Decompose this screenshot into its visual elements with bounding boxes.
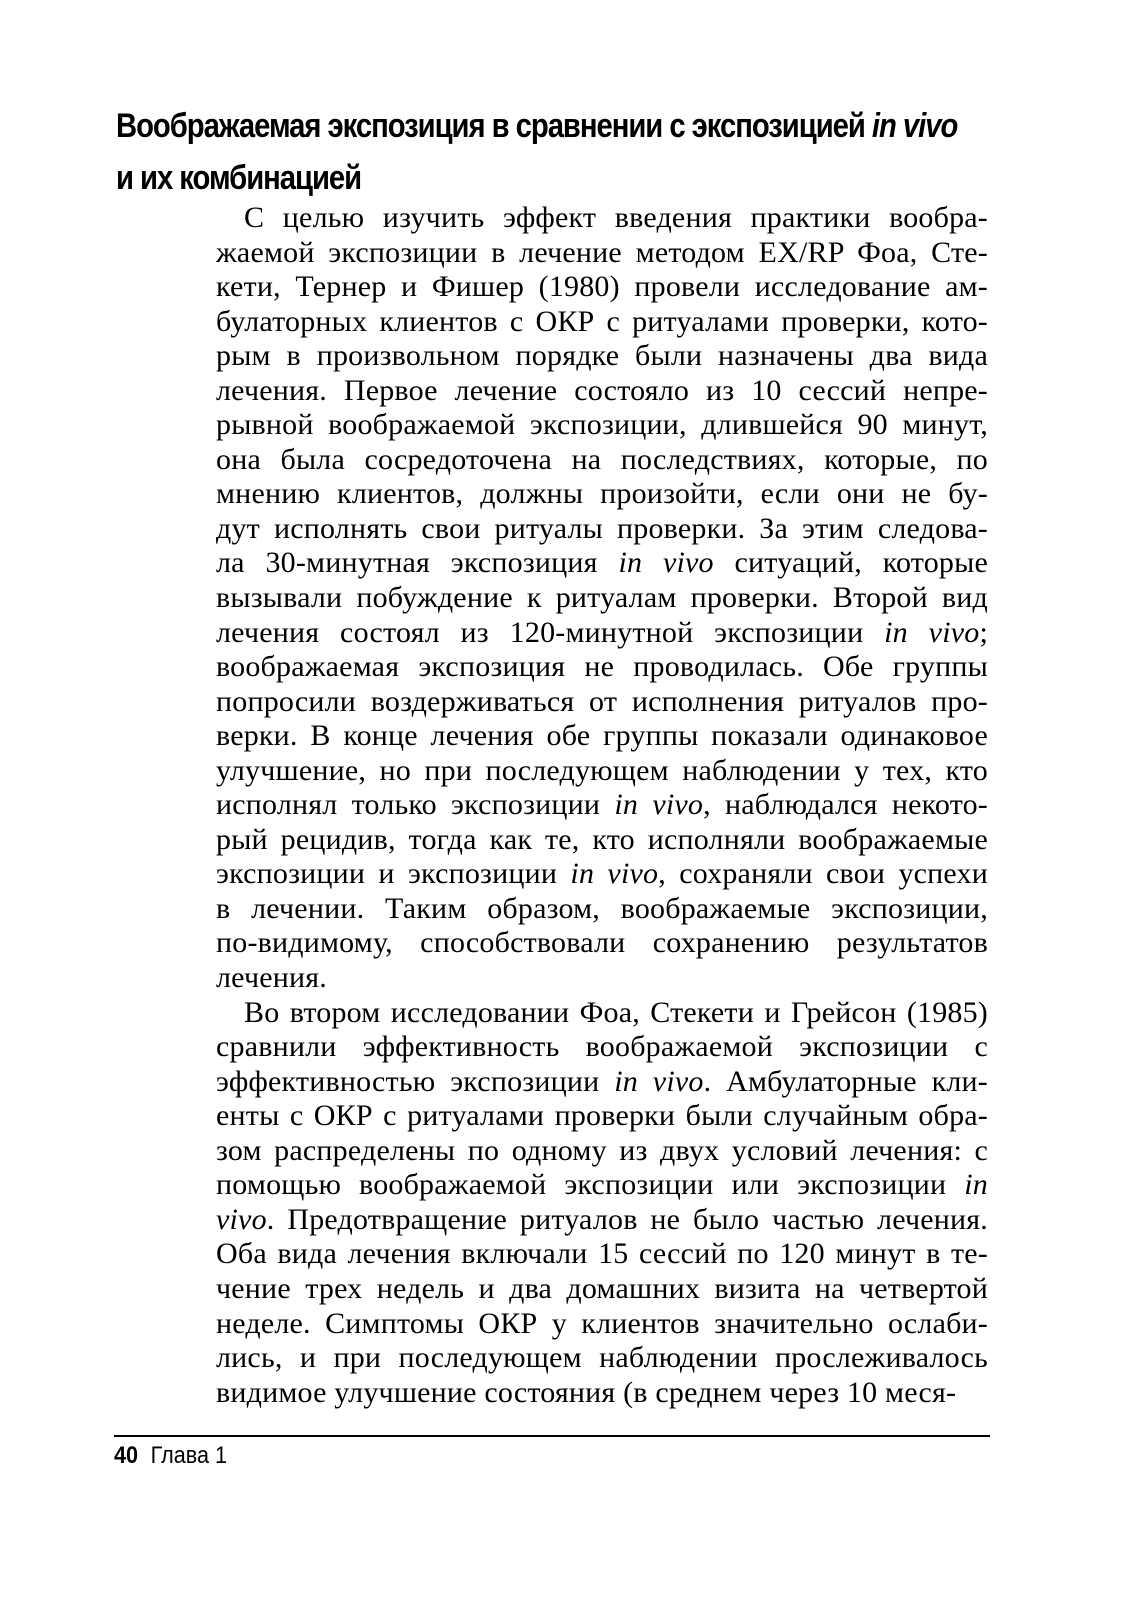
italic-term: in vivo [614, 788, 704, 822]
text-segment: она была сосредоточена на последствиях, которые, по [216, 442, 988, 476]
text-segment: рый рецидив, тогда как те, кто исполняли воображаемые [216, 822, 988, 856]
paragraph [216, 996, 988, 1411]
section-heading-line-2: и их комбинацией [116, 159, 362, 197]
text-segment: неделе. Симптомы ОКР у клиентов значительно ослаби- [216, 1306, 988, 1340]
text-segment: мнению клиентов, должны произойти, если они не бу- [216, 477, 988, 511]
text-segment: зом распределены по одному из двух условий лечения: с [216, 1133, 988, 1167]
text-segment: кети, Тернер и Фишер (1980) провели исследование ам- [216, 270, 988, 304]
text-segment: ; [979, 615, 988, 649]
text-segment: рывной воображаемой экспозиции, длившейся 90 минут, [216, 408, 988, 442]
text-line [216, 650, 988, 685]
text-segment: Во втором исследовании Фоа, Стекети и Грейсон (1985) [244, 995, 988, 1029]
italic-term: vivo [216, 1202, 267, 1236]
text-line [216, 512, 988, 547]
text-segment: лись, и при последующем наблюдении прослеживалось [216, 1341, 988, 1375]
italic-term: in vivo [618, 546, 714, 580]
text-segment: Оба вида лечения включали 15 сессий по 120 минут в те- [216, 1237, 988, 1271]
text-line [216, 374, 988, 409]
text-line [216, 926, 988, 961]
text-segment: сравнили эффективность воображаемой экспозиции с [216, 1030, 988, 1064]
text-segment: . Предотвращение ритуалов не было частью лечения. [266, 1202, 988, 1236]
italic-term: in vivo [614, 1064, 704, 1098]
text-segment: ситуаций, которые [713, 546, 988, 580]
text-segment: чение трех недель и два домашних визита на четвертой [216, 1271, 988, 1305]
text-line [216, 1307, 988, 1342]
section-heading-line-1 [116, 100, 958, 152]
text-line [216, 339, 988, 374]
text-line [216, 892, 988, 927]
text-line [216, 1203, 988, 1238]
text-segment: улучшение, но при последующем наблюдении у тех, кто [216, 753, 988, 787]
text-line [216, 685, 988, 720]
text-segment: исполнял только экспозиции [216, 788, 615, 822]
text-line [216, 270, 988, 305]
text-line [216, 1134, 988, 1169]
paragraph [216, 201, 988, 996]
text-line [216, 201, 988, 236]
italic-term: in vivo [884, 615, 980, 649]
text-line [216, 1099, 988, 1134]
text-line [216, 1341, 988, 1376]
text-line [216, 236, 988, 271]
text-segment: экспозиции и экспозиции [216, 857, 571, 891]
text-segment: лечения. [216, 961, 327, 995]
text-line [216, 616, 988, 651]
text-line [216, 788, 988, 823]
page-number: 40 [114, 1442, 139, 1469]
text-segment: рым в произвольном порядке были назначены два вида [216, 339, 988, 373]
text-line [216, 443, 988, 478]
page-footer [114, 1441, 227, 1471]
text-segment: видимое улучшение состояния (в среднем через 10 меся- [216, 1375, 957, 1409]
text-line [216, 1272, 988, 1307]
text-line [216, 408, 988, 443]
heading-text: Воображаемая экспозиция в сравнении с экспозицией [116, 107, 872, 145]
text-line [216, 823, 988, 858]
text-segment: лечения. Первое лечение состояло из 10 сессий непре- [216, 373, 988, 407]
text-segment: лечения состоял из 120-минутной экспозиции [216, 615, 885, 649]
text-segment: попросили воздерживаться от исполнения ритуалов про- [216, 684, 988, 718]
chapter-label: Глава 1 [150, 1442, 227, 1469]
text-line [216, 719, 988, 754]
italic-term: in vivo [570, 857, 659, 891]
text-line [216, 546, 988, 581]
text-line [216, 1065, 988, 1100]
heading-italic-term: in vivo [871, 107, 958, 145]
text-segment: вызывали побуждение к ритуалам проверки. Второй вид [216, 581, 988, 615]
text-segment: , наблюдался некото- [703, 788, 988, 822]
italic-term: in [964, 1168, 988, 1202]
text-line [216, 477, 988, 512]
text-segment: помощью воображаемой экспозиции или экспозиции [216, 1168, 965, 1202]
text-line [216, 996, 988, 1031]
text-line [216, 1376, 988, 1411]
text-segment: в лечении. Таким образом, воображаемые экспозиции, [216, 891, 988, 925]
text-line [216, 1237, 988, 1272]
text-segment: дут исполнять свои ритуалы проверки. За этим следова- [216, 511, 988, 545]
text-line [216, 1168, 988, 1203]
text-segment: енты с ОКР с ритуалами проверки были случайным обра- [216, 1099, 988, 1133]
text-line [216, 581, 988, 616]
text-segment: . Амбулаторные кли- [703, 1064, 988, 1098]
text-segment: С целью изучить эффект введения практики вообра- [244, 201, 988, 234]
footer-divider [114, 1435, 990, 1437]
text-line [216, 1030, 988, 1065]
text-segment: верки. В конце лечения обе группы показали одинаковое [216, 719, 988, 753]
text-segment: , сохраняли свои успехи [658, 857, 988, 891]
text-segment: по-видимому, способствовали сохранению результатов [216, 926, 988, 960]
text-segment: воображаемая экспозиция не проводилась. Обе группы [216, 650, 988, 684]
body-text [216, 201, 988, 1410]
text-segment: ла 30-минутная экспозиция [216, 546, 619, 580]
text-line [216, 961, 988, 996]
text-line [216, 857, 988, 892]
text-line [216, 305, 988, 340]
text-segment: булаторных клиентов с ОКР с ритуалами проверки, кото- [216, 304, 988, 338]
text-segment: жаемой экспозиции в лечение методом EX/RP Фоа, Сте- [216, 235, 988, 269]
text-segment: эффективностью экспозиции [216, 1064, 615, 1098]
section-heading [116, 100, 958, 204]
text-line [216, 754, 988, 789]
